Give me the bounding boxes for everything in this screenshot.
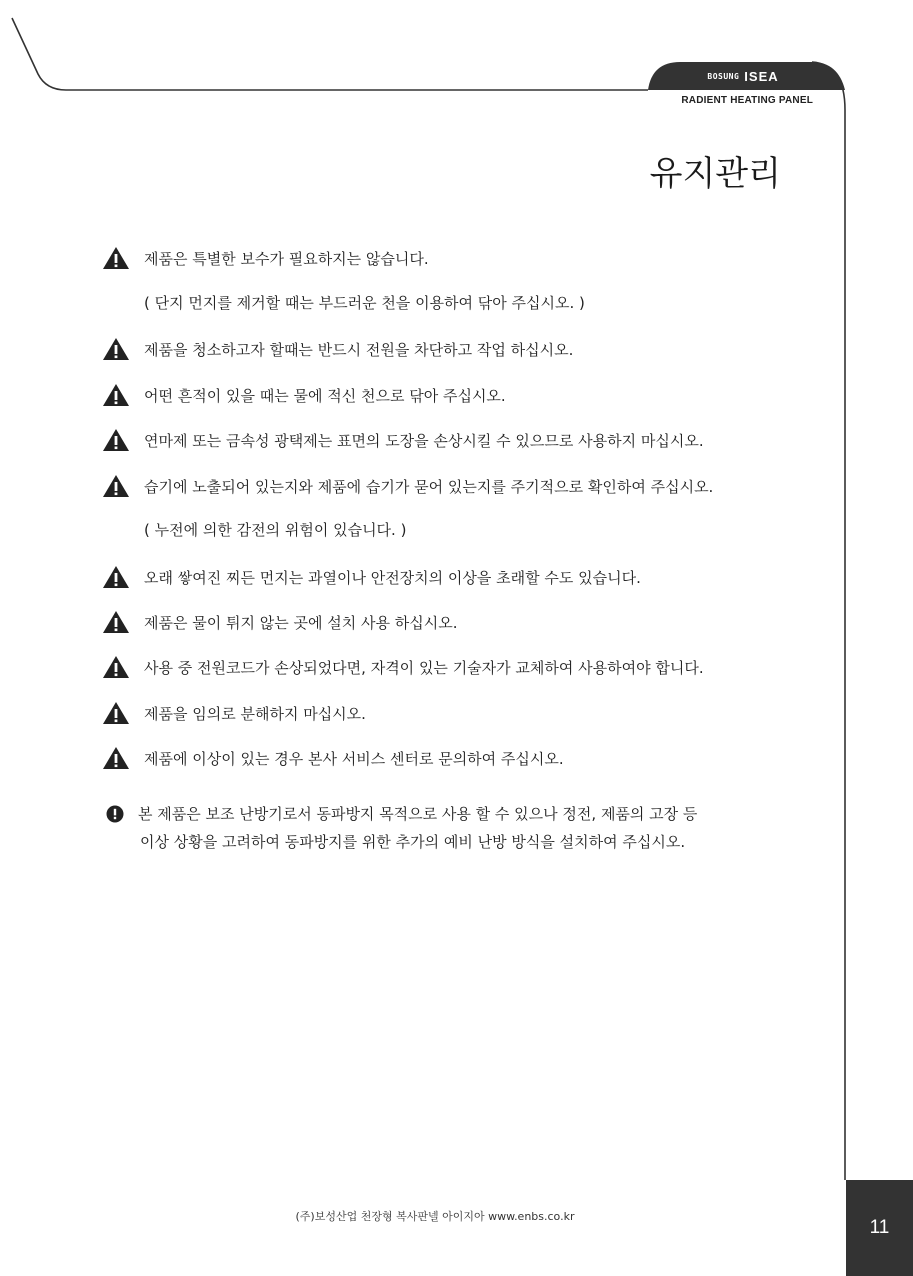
note-item — [102, 246, 429, 270]
warning-icon — [102, 610, 130, 634]
note-text: 제품에 이상이 있는 경우 본사 서비스 센터로 문의하여 주십시오. — [144, 749, 564, 768]
warning-icon — [102, 746, 130, 770]
page-number: 11 — [846, 1180, 913, 1276]
note-item — [102, 337, 573, 361]
note-subtext — [144, 519, 406, 540]
note-item — [102, 610, 457, 634]
final-note-line1 — [106, 800, 826, 828]
product-subtitle: RADIENT HEATING PANEL — [681, 95, 813, 106]
warning-icon — [102, 474, 130, 498]
warning-icon — [102, 428, 130, 452]
final-note — [106, 800, 826, 856]
note-item — [102, 428, 704, 452]
note-item — [102, 701, 366, 725]
brand-big-text: ISEA — [744, 68, 779, 84]
note-text: 제품은 특별한 보수가 필요하지는 않습니다. — [144, 249, 429, 268]
note-item — [102, 746, 564, 770]
final-note-text-1: 본 제품은 보조 난방기로서 동파방지 목적으로 사용 할 수 있으나 정전, 제품의 고장 등 — [138, 805, 698, 823]
note-text: 습기에 노출되어 있는지와 제품에 습기가 묻어 있는지를 주기적으로 확인하여 주십시오. — [144, 477, 714, 496]
note-item — [102, 383, 506, 407]
warning-icon — [102, 383, 130, 407]
note-text: ( 단지 먼지를 제거할 때는 부드러운 천을 이용하여 닦아 주십시오. ) — [144, 294, 585, 312]
note-text: ( 누전에 의한 감전의 위험이 있습니다. ) — [144, 521, 407, 539]
page-title: 유지관리 — [649, 154, 781, 194]
note-text: 제품을 청소하고자 할때는 반드시 전원을 차단하고 작업 하십시오. — [144, 340, 574, 359]
note-subtext — [144, 292, 585, 313]
footer-text: (주)보성산업 천장형 복사판넬 아이지아 www.enbs.co.kr — [295, 1210, 575, 1223]
info-icon — [106, 805, 124, 823]
final-note-text-2: 이상 상황을 고려하여 동파방지를 위한 추가의 예비 난방 방식을 설치하여 주십시오. — [140, 833, 686, 851]
note-text: 제품은 물이 튀지 않는 곳에 설치 사용 하십시오. — [144, 613, 458, 632]
note-text: 어떤 흔적이 있을 때는 물에 적신 천으로 닦아 주십시오. — [144, 386, 506, 405]
warning-icon — [102, 701, 130, 725]
note-item — [102, 655, 704, 679]
brand-logo — [648, 62, 838, 90]
warning-icon — [102, 655, 130, 679]
note-text: 연마제 또는 금속성 광택제는 표면의 도장을 손상시킬 수 있으므로 사용하지 마십시오. — [144, 431, 704, 450]
warning-icon — [102, 565, 130, 589]
note-text: 사용 중 전원코드가 손상되었다면, 자격이 있는 기술자가 교체하여 사용하여야 합니다. — [144, 658, 704, 677]
note-item — [102, 565, 641, 589]
warning-icon — [102, 337, 130, 361]
note-text: 제품을 임의로 분해하지 마십시오. — [144, 704, 366, 723]
warning-icon — [102, 246, 130, 270]
brand-small-text: BOSUNG — [707, 71, 740, 81]
note-item — [102, 474, 713, 498]
note-text: 오래 쌓여진 찌든 먼지는 과열이나 안전장치의 이상을 초래할 수도 있습니다. — [144, 568, 641, 587]
